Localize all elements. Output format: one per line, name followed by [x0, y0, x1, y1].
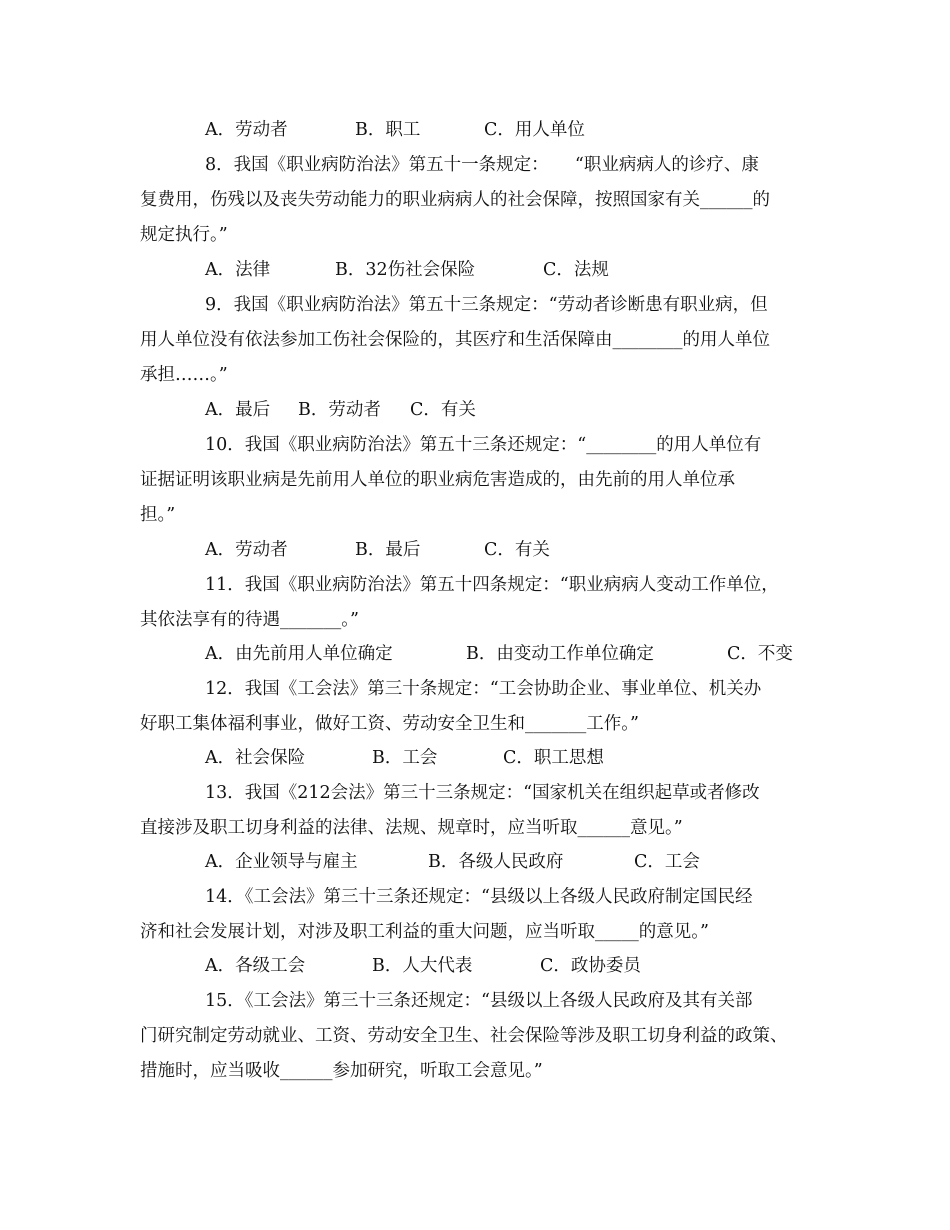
question-15-line-3: 措施时，应当吸收______参加研究，听取工会意见。”	[140, 1061, 543, 1081]
option-c: C．有关	[410, 400, 476, 420]
question-11-line-2: 其依法享有的待遇_______。”	[140, 610, 359, 630]
question-9-line-1: 9．我国《职业病防治法》第五十三条规定：“劳动者诊断患有职业病，但	[205, 295, 768, 315]
option-a: A．最后	[205, 400, 271, 420]
option-a: A．劳动者	[205, 120, 288, 140]
option-c: C．工会	[634, 852, 700, 872]
option-a: A．社会保险	[205, 748, 306, 768]
question-15-line-2: 门研究制定劳动就业、工资、劳动安全卫生、社会保险等涉及职工切身利益的政策、	[140, 1026, 788, 1046]
question-13-line-1: 13．我国《212会法》第三十三条规定：“国家机关在组织起草或者修改	[205, 783, 760, 803]
question-14-line-1: 14．《工会法》第三十三条还规定：“县级以上各级人民政府制定国民经	[205, 887, 753, 907]
question-12-line-2: 好职工集体福利事业，做好工资、劳动安全卫生和_______工作。”	[140, 714, 639, 734]
option-a: A．由先前用人单位确定	[205, 644, 393, 664]
option-b: B．劳动者	[298, 400, 381, 420]
option-b: B．工会	[372, 748, 438, 768]
option-b: B．由变动工作单位确定	[466, 644, 654, 664]
question-8-line-3: 规定执行。”	[140, 225, 228, 245]
option-b: B．各级人民政府	[428, 852, 564, 872]
option-c: C．政协委员	[540, 956, 641, 976]
question-9-line-3: 承担……。”	[140, 365, 228, 385]
option-c: C．法规	[543, 260, 609, 280]
option-b: B．32伤社会保险	[335, 260, 476, 280]
option-a: A．劳动者	[205, 540, 288, 560]
option-a: A．企业领导与雇主	[205, 852, 358, 872]
option-b: B．最后	[355, 540, 421, 560]
question-10-line-2: 证据证明该职业病是先前用人单位的职业病危害造成的，由先前的用人单位承	[140, 470, 735, 490]
question-9-line-2: 用人单位没有依法参加工伤社会保险的，其医疗和生活保障由________的用人单位	[140, 330, 770, 350]
question-10-line-3: 担。”	[140, 505, 176, 525]
option-b: B．职工	[355, 120, 421, 140]
option-c: C．有关	[484, 540, 550, 560]
question-12-line-1: 12．我国《工会法》第三十条规定：“工会协助企业、事业单位、机关办	[205, 679, 762, 699]
question-8-line-2: 复费用，伤残以及丧失劳动能力的职业病病人的社会保障，按照国家有关______的	[140, 190, 770, 210]
option-c: C．职工思想	[503, 748, 604, 768]
option-a: A．各级工会	[205, 956, 306, 976]
question-15-line-1: 15．《工会法》第三十三条还规定：“县级以上各级人民政府及其有关部	[205, 991, 753, 1011]
option-b: B．人大代表	[372, 956, 473, 976]
question-14-line-2: 济和社会发展计划，对涉及职工利益的重大问题，应当听取_____的意见。”	[140, 922, 709, 942]
option-c: C．不变	[727, 644, 793, 664]
question-11-line-1: 11．我国《职业病防治法》第五十四条规定：“职业病病人变动工作单位，	[205, 575, 779, 595]
option-a: A．法律	[205, 260, 271, 280]
option-c: C．用人单位	[484, 120, 585, 140]
question-8-line-1: 8．我国《职业病防治法》第五十一条规定： “职业病病人的诊疗、康	[205, 155, 759, 175]
question-13-line-2: 直接涉及职工切身利益的法律、法规、规章时，应当听取______意见。”	[140, 818, 683, 838]
question-10-line-1: 10．我国《职业病防治法》第五十三条还规定：“________的用人单位有	[205, 435, 762, 455]
